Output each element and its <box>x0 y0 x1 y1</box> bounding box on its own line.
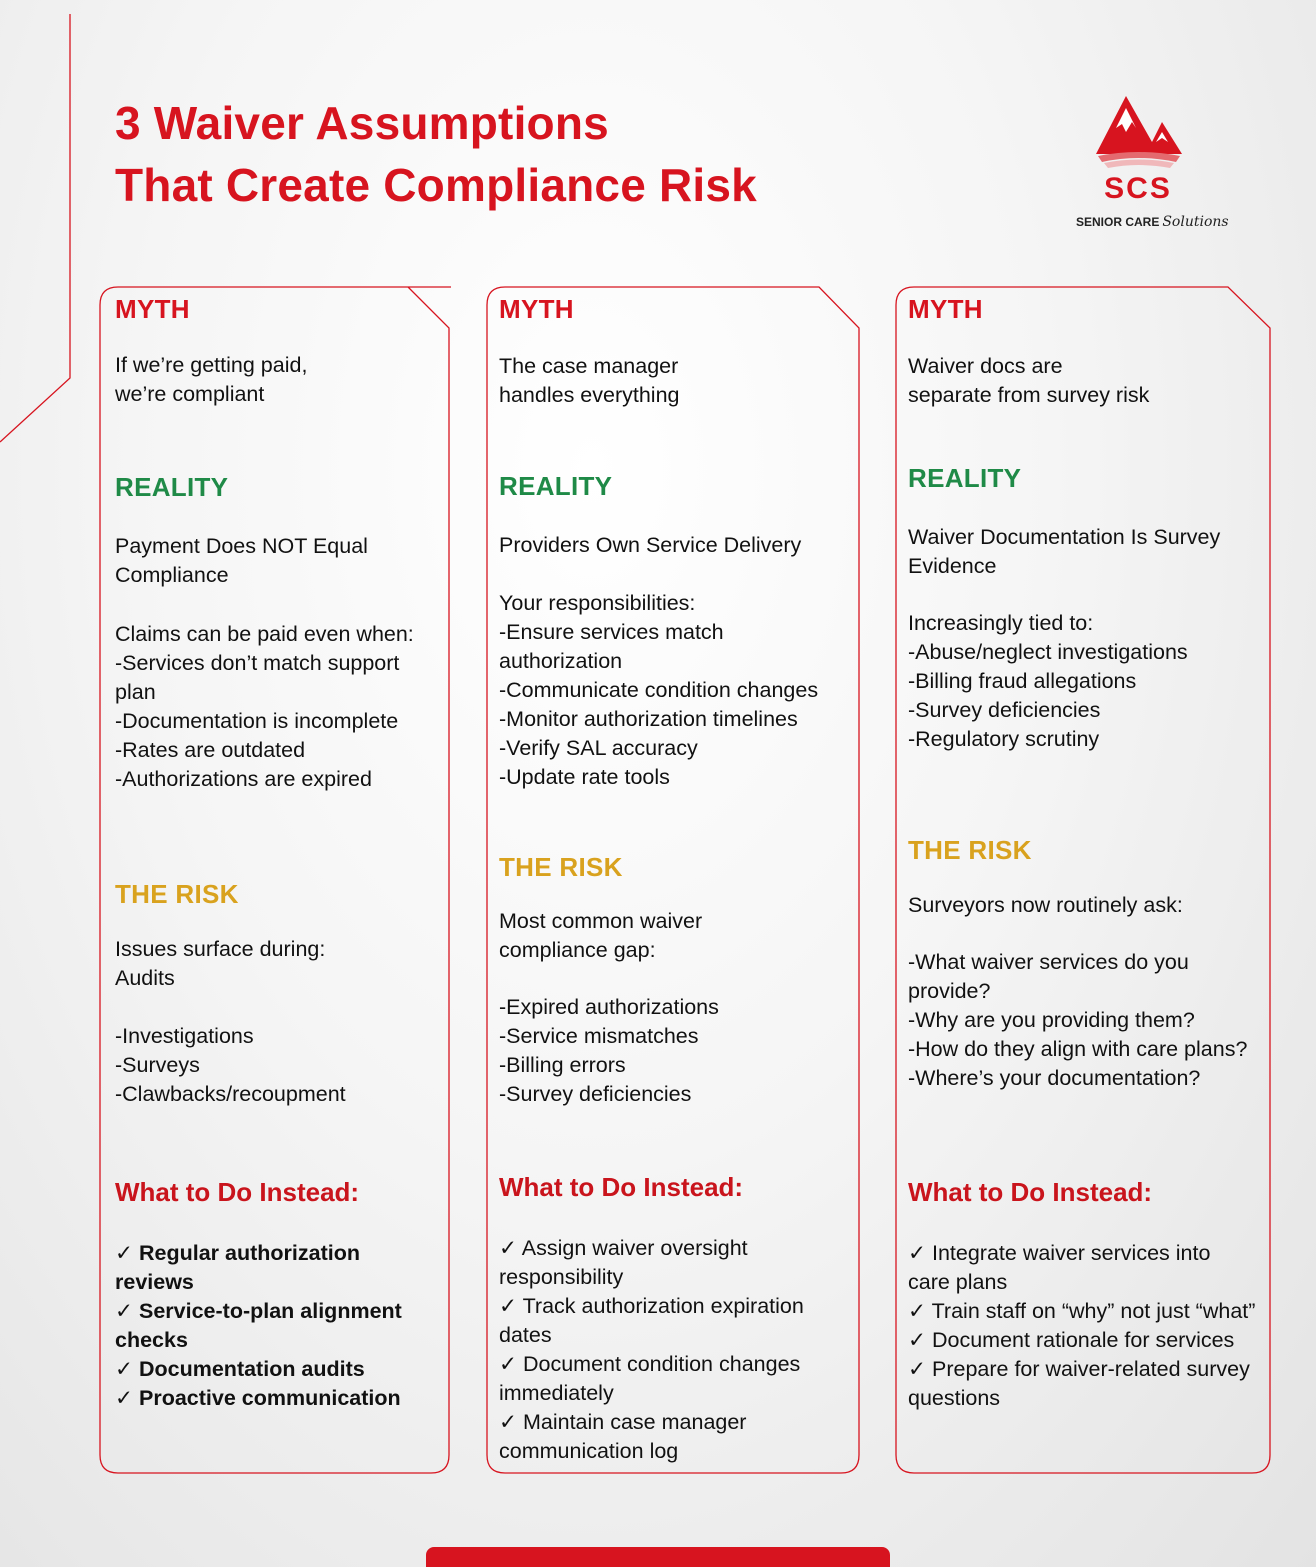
myth-card-3 <box>895 286 1272 1474</box>
scs-logo <box>1072 92 1229 237</box>
list-item: -Service mismatches <box>499 1024 699 1048</box>
myth-heading: MYTH <box>115 294 190 324</box>
todo-list <box>908 1239 1258 1413</box>
list-item: -Where’s your documentation? <box>908 1066 1201 1090</box>
todo-item: ✓ Assign waiver oversight responsibility <box>499 1236 748 1289</box>
todo-list <box>115 1239 437 1413</box>
list-item: -Clawbacks/recoupment <box>115 1082 346 1106</box>
title-line-1: 3 Waiver Assumptions <box>115 97 609 149</box>
list-item: -Rates are outdated <box>115 738 306 762</box>
list-item: -What waiver services do you provide? <box>908 950 1189 1003</box>
list-item: -Surveys <box>115 1053 200 1077</box>
risk-heading: THE RISK <box>908 835 1032 865</box>
list-item: -Update rate tools <box>499 765 670 789</box>
risk-list <box>908 948 1258 1093</box>
reality-list <box>499 618 847 792</box>
todo-heading: What to Do Instead: <box>115 1177 360 1207</box>
logo-abbreviation: SCS <box>1104 172 1172 205</box>
myth-card-1 <box>99 286 451 1474</box>
reality-intro: Your responsibilities: <box>499 591 696 615</box>
todo-heading: What to Do Instead: <box>499 1172 744 1202</box>
reality-list <box>908 638 1258 754</box>
list-item: -Survey deficiencies <box>908 698 1101 722</box>
reality-title: Providers Own Service Delivery <box>499 533 802 557</box>
reality-title: Waiver Documentation Is Survey Evidence <box>908 525 1221 578</box>
list-item: -Authorizations are expired <box>115 767 372 791</box>
list-item: -Billing fraud allegations <box>908 669 1137 693</box>
risk-intro: Surveyors now routinely ask: <box>908 893 1183 917</box>
title-line-2: That Create Compliance Risk <box>115 159 757 211</box>
myth-text: If we’re getting paid, we’re compliant <box>115 353 308 406</box>
todo-item: ✓ Regular authorization reviews <box>115 1241 360 1294</box>
todo-item: ✓ Integrate waiver services into care plans <box>908 1241 1211 1294</box>
myth-text: Waiver docs are separate from survey risk <box>908 354 1150 407</box>
corner-line-decoration <box>0 0 80 450</box>
bottom-accent-bar <box>426 1547 890 1567</box>
list-item: -How do they align with care plans? <box>908 1037 1248 1061</box>
logo-script-text: Solutions <box>1162 214 1229 230</box>
todo-item: ✓ Documentation audits <box>115 1357 365 1381</box>
list-item: -Documentation is incomplete <box>115 709 399 733</box>
reality-intro: Increasingly tied to: <box>908 611 1094 635</box>
reality-heading: REALITY <box>908 463 1022 493</box>
risk-list <box>499 993 847 1109</box>
todo-item: ✓ Proactive communication <box>115 1386 401 1410</box>
todo-item: ✓ Track authorization expiration dates <box>499 1294 804 1347</box>
myth-heading: MYTH <box>908 294 983 324</box>
list-item: -Communicate condition changes <box>499 678 819 702</box>
risk-list <box>115 1022 437 1109</box>
risk-intro: Issues surface during: Audits <box>115 937 326 990</box>
myth-card-2 <box>486 286 861 1474</box>
page-title <box>115 92 757 216</box>
reality-title: Payment Does NOT Equal Compliance <box>115 534 368 587</box>
list-item: -Verify SAL accuracy <box>499 736 698 760</box>
todo-list <box>499 1234 847 1466</box>
risk-heading: THE RISK <box>115 879 239 909</box>
list-item: -Ensure services match authorization <box>499 620 724 673</box>
todo-item: ✓ Prepare for waiver-related survey questions <box>908 1357 1250 1410</box>
list-item: -Regulatory scrutiny <box>908 727 1100 751</box>
list-item: -Billing errors <box>499 1053 626 1077</box>
myth-heading: MYTH <box>499 294 574 324</box>
myth-text: The case manager handles everything <box>499 354 680 407</box>
todo-item: ✓ Document condition changes immediately <box>499 1352 801 1405</box>
todo-item: ✓ Document rationale for services <box>908 1328 1235 1352</box>
reality-heading: REALITY <box>115 472 229 502</box>
todo-item: ✓ Train staff on “why” not just “what” <box>908 1299 1256 1323</box>
logo-tagline-text: SENIOR CARE <box>1076 215 1160 229</box>
list-item: -Survey deficiencies <box>499 1082 692 1106</box>
reality-heading: REALITY <box>499 471 613 501</box>
todo-heading: What to Do Instead: <box>908 1177 1153 1207</box>
list-item: -Why are you providing them? <box>908 1008 1195 1032</box>
risk-intro: Most common waiver compliance gap: <box>499 909 703 962</box>
list-item: -Abuse/neglect investigations <box>908 640 1188 664</box>
reality-list <box>115 649 437 794</box>
list-item: -Monitor authorization timelines <box>499 707 798 731</box>
list-item: -Services don’t match support plan <box>115 651 400 704</box>
todo-item: ✓ Maintain case manager communication log <box>499 1410 747 1463</box>
logo-tagline <box>1076 214 1229 230</box>
list-item: -Investigations <box>115 1024 254 1048</box>
reality-intro: Claims can be paid even when: <box>115 622 414 646</box>
list-item: -Expired authorizations <box>499 995 719 1019</box>
risk-heading: THE RISK <box>499 852 623 882</box>
mountain-logo-icon <box>1072 92 1204 172</box>
todo-item: ✓ Service-to-plan alignment checks <box>115 1299 402 1352</box>
